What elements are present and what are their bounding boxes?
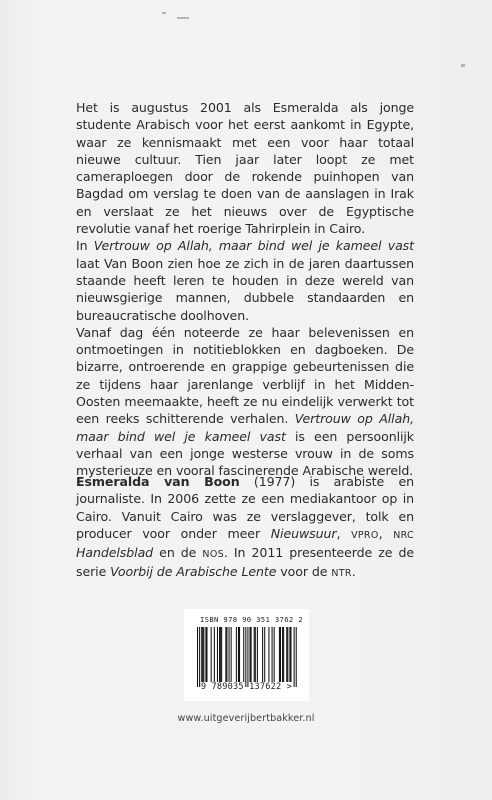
blurb-text-run: is een persoonlijk verhaal van een jonge westerse vrouw in de soms mysterieuze en vooral fascinerende Arabische wereld. xyxy=(76,428,414,479)
author-name: Esmeralda van Boon xyxy=(76,474,240,489)
barcode-bar xyxy=(211,627,212,682)
barcode-bar xyxy=(214,627,215,682)
barcode-bar xyxy=(289,627,290,682)
barcode-bar xyxy=(294,627,295,687)
barcode-bar xyxy=(239,627,240,682)
bio-text-run: voor de xyxy=(276,564,332,580)
barcode-bar xyxy=(264,627,265,682)
isbn-barcode xyxy=(184,609,309,701)
newspaper-name: Handelsblad xyxy=(76,545,154,561)
barcode-bar xyxy=(287,627,288,682)
barcode-bar xyxy=(225,627,226,682)
author-bio-paragraph xyxy=(76,473,414,583)
cover-speck xyxy=(177,17,189,19)
barcode-bar xyxy=(199,627,200,687)
barcode-bar xyxy=(268,627,269,682)
cover-speck xyxy=(162,12,166,14)
barcode-bar xyxy=(243,627,244,682)
bio-text-run: , xyxy=(336,525,352,541)
barcode-bar xyxy=(206,627,207,682)
blurb-text-run: laat Van Boon zien hoe ze zich in de jaren daartussen staande heeft leren te houden in deze wereld van nieuwsgierige mannen, dubbele standaarden en bureaucratische doolhoven. xyxy=(76,255,414,323)
barcode-bar xyxy=(255,627,256,682)
blurb-paragraph-2 xyxy=(76,237,414,323)
blurb-paragraph-3 xyxy=(76,324,414,480)
barcode-bar xyxy=(274,627,275,682)
barcode-bars xyxy=(193,627,299,687)
barcode-bar xyxy=(221,627,222,682)
barcode-bar xyxy=(247,627,248,687)
barcode-bar xyxy=(296,627,297,687)
barcode-bar xyxy=(282,627,283,682)
barcode-bar xyxy=(250,627,251,682)
barcode-bar xyxy=(201,627,202,682)
book-title-italic: Vertrouw op Allah, maar bind wel je kameel vast xyxy=(76,411,414,444)
barcode-bar xyxy=(279,627,280,682)
barcode-bar xyxy=(197,627,198,687)
bio-text-run: . xyxy=(351,564,356,580)
barcode-bar xyxy=(262,627,263,682)
program-name: Nieuwsuur xyxy=(270,525,337,541)
barcode-bar xyxy=(231,627,232,682)
bio-text-run: en de xyxy=(153,545,203,561)
author-bio xyxy=(76,473,414,583)
barcode-bar xyxy=(238,627,239,682)
barcode-bar xyxy=(236,627,237,682)
barcode-bar xyxy=(283,627,284,682)
cover-speck xyxy=(461,64,465,67)
blurb-text-run: In xyxy=(76,238,94,254)
barcode-bar xyxy=(217,627,218,682)
broadcaster-name: NOS xyxy=(202,549,224,561)
barcode-bar xyxy=(254,627,255,682)
barcode-bar xyxy=(226,627,227,682)
barcode-bar xyxy=(257,627,258,682)
broadcaster-name: VPRO xyxy=(351,529,379,541)
book-title-italic: Vertrouw op Allah, maar bind wel je kameel vast xyxy=(93,238,414,254)
blurb-text-run: Vanaf dag één noteerde ze haar belevenissen en ontmoetingen in notitieblokken en dagboeken. De bizarre, ontroerende en grappige gebeurtenissen die ze tijdens haar jarenlange verblijf in het Midden-Oosten meemaakte, heeft ze nu eindelijk verwerkt tot een reeks schitterende verhalen. xyxy=(76,324,414,427)
isbn-label: ISBN 978 90 351 3762 2 xyxy=(200,615,303,624)
broadcaster-name: NTR xyxy=(331,568,352,580)
barcode-bar xyxy=(229,627,230,682)
barcode-bar xyxy=(202,627,203,682)
barcode-bar xyxy=(219,627,220,682)
series-title: Voorbij de Arabische Lente xyxy=(110,564,277,580)
newspaper-name: NRC xyxy=(393,529,414,541)
barcode-bar xyxy=(251,627,252,682)
barcode-bar xyxy=(220,627,221,682)
barcode-digits: 9 789035 137622 > xyxy=(200,682,293,692)
publisher-website: www.uitgeverijbertbakker.nl xyxy=(177,713,315,724)
blurb-paragraph-1: Het is augustus 2001 als Esmeralda als jonge studente Arabisch voor het eerst aankomt in Egypte, waar ze kennismaakt met een voor haar totaal nieuwe cultuur. Tien jaar later loopt ze met cameraploegen door de rokende puinhopen van Bagdad om verslag te doen van de aanslagen in Irak en verslaat ze het nieuws over de Egyptische revolutie vanaf het roerige Tahrirplein in Cairo. xyxy=(76,100,414,237)
barcode-bar xyxy=(280,627,281,682)
barcode-bar xyxy=(286,627,287,682)
barcode-bar xyxy=(272,627,273,682)
bio-text-run: , xyxy=(378,525,394,541)
bio-text-run: (1977) is arabiste en journaliste. In 2006 zette ze een mediakantoor op in Cairo. Vanuit Cairo was ze verslaggever, tolk en producer voor onder meer xyxy=(76,474,414,541)
barcode-bar xyxy=(245,627,246,687)
barcode-bar xyxy=(205,627,206,682)
barcode-bar xyxy=(203,627,204,682)
bio-text-run: . In 2011 presenteerde ze de serie xyxy=(76,545,414,580)
blurb-text xyxy=(76,99,414,480)
barcode-bar xyxy=(290,627,291,682)
